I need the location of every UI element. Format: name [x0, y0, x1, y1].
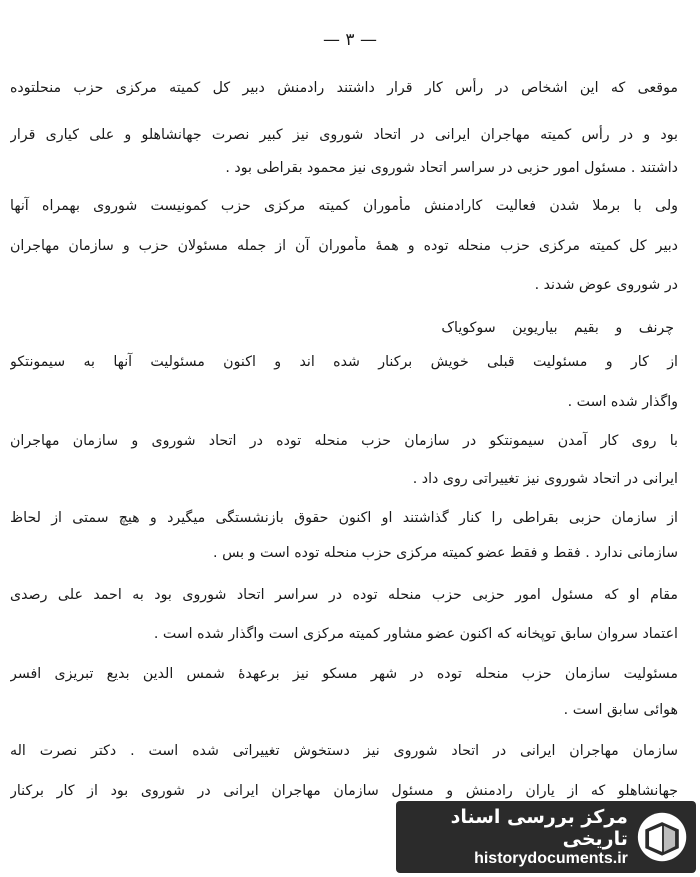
text-line-12: از سازمان حزبی بقراطی را کنار گذاشتند او اکنون حقوق بازنشستگی میگیرد و هیچ سمتی از لحاظ [10, 510, 678, 526]
text-line-8: از کار و مسئولیت قبلی خویش برکنار شده اند و اکنون مسئولیت آنها به سیمونتکو [10, 354, 678, 370]
text-line-10: با روی کار آمدن سیمونتکو در سازمان حزب منحله توده در اتحاد شوروی و سازمان مهاجران [10, 433, 678, 449]
text-line-1: موقعی که این اشخاص در رأس کار قرار داشتند رادمنش دبیر کل کمیته مرکزی حزب منحلتوده [10, 80, 678, 96]
watermark-text [396, 806, 628, 868]
text-line-4: ولی با برملا شدن فعالیت کارادمنش مأموران کمیته مرکزی حزب کمونیست شوروی بهمراه آنها [10, 198, 678, 214]
ribbon-book-logo-icon [636, 809, 688, 865]
text-line-2: بود و در رأس کمیته مهاجران ایرانی در اتحاد شوروی نیز کبیر نصرت جهانشاهلو و علی کیاری قرار [10, 127, 678, 143]
watermark-url: historydocuments.ir [474, 850, 628, 867]
watermark-title: مرکز بررسی اسناد تاریخی [450, 806, 628, 850]
text-line-13: سازمانی ندارد . فقط و فقط عضو کمیته مرکزی حزب منحله توده است و بس . [213, 545, 678, 561]
text-line-14: مقام او که مسئول امور حزبی حزب منحله توده در سراسر اتحاد شوروی بود به احمد علی رصدی [10, 587, 678, 603]
text-line-9: واگذار شده است . [567, 394, 678, 410]
text-line-3: داشتند . مسئول امور حزبی در سراسر اتحاد شوروی نیز محمود بقراطی بود . [225, 160, 678, 176]
text-line-6: در شوروی عوض شدند . [534, 277, 678, 293]
text-line-18: سازمان مهاجران ایرانی در اتحاد شوروی نیز دستخوش تغییراتی شده است . دکتر نصرت اله [10, 743, 678, 759]
text-line-15: اعتماد سروان سابق توپخانه که اکنون عضو مشاور کمیته مرکزی است واگذار شده است . [153, 626, 678, 642]
text-line-16: مسئولیت سازمان حزب منحله توده در شهر مسکو نیز برعهدهٔ شمس الدین بدیع تبریزی افسر [10, 666, 678, 682]
text-line-5: دبیر کل کمیته مرکزی حزب منحله توده و همهٔ مأموران آن از جمله مسئولان حزب و سازمان مهاجران [10, 238, 678, 254]
text-line-17: هوائی سابق است . [563, 702, 678, 718]
watermark-banner [396, 801, 696, 873]
page-number: — ۳ — [323, 30, 377, 50]
text-line-7: چرنف و بقیم بیاریوین سوکویاک [441, 320, 674, 336]
text-line-11: ایرانی در اتحاد شوروی نیز تغییراتی روی داد . [412, 471, 678, 487]
text-line-19: جهانشاهلو که از یاران رادمنش و مسئول سازمان مهاجران ایرانی در شوروی بود از کار برکنار [10, 783, 678, 799]
